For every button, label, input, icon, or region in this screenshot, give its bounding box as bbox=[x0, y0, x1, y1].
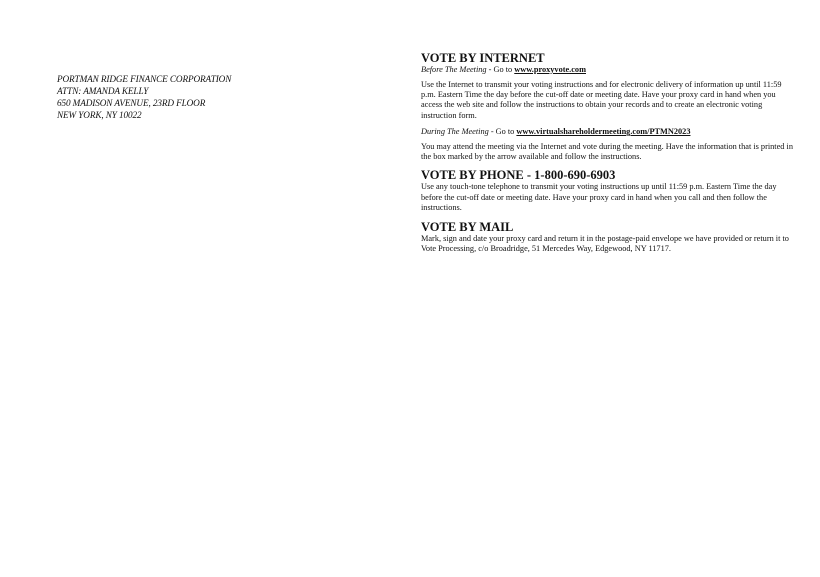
address-line-attn: ATTN: AMANDA KELLY bbox=[57, 86, 149, 96]
during-meeting-label: During The Meeting bbox=[421, 127, 489, 137]
address-line-company: PORTMAN RIDGE FINANCE CORPORATION bbox=[57, 74, 232, 84]
section-internet bbox=[421, 51, 793, 162]
section-phone bbox=[421, 168, 793, 213]
mail-text: Mark, sign and date your proxy card and return it in the postage-paid envelope we have provided or return it to Vote Processing, c/o Broadridge, 51 Mercedes Way, Edgewood, NY 11717. bbox=[421, 233, 789, 254]
section-mail bbox=[421, 220, 793, 255]
proxyvote-link[interactable]: www.proxyvote.com bbox=[514, 65, 586, 74]
voting-instructions bbox=[421, 51, 793, 260]
phone-title: VOTE BY PHONE - 1-800-690-6903 bbox=[421, 168, 616, 183]
during-meeting-line bbox=[421, 127, 793, 138]
address-line-street: 650 MADISON AVENUE, 23RD FLOOR bbox=[57, 98, 206, 108]
mailing-address bbox=[57, 73, 231, 121]
before-meeting-line bbox=[421, 65, 793, 76]
internet-title: VOTE BY INTERNET bbox=[421, 51, 545, 65]
during-meeting-separator: - Go to bbox=[488, 127, 517, 137]
mail-title: VOTE BY MAIL bbox=[421, 219, 514, 234]
virtual-meeting-link[interactable]: www.virtualshareholdermeeting.com/PTMN2023 bbox=[516, 127, 691, 137]
before-meeting-text: Use the Internet to transmit your voting instructions and for electronic delivery of information up until 11:59 p.m. Eastern Time the day before the cut-off date or meeting date. Have your proxy card in hand when you access the web site and follow the instructions to obtain your records and to create an electronic voting instruction form. bbox=[421, 79, 782, 120]
before-meeting-separator: - Go to bbox=[486, 65, 515, 74]
phone-text: Use any touch-tone telephone to transmit your voting instructions up until 11:59 p.m. Eastern Time the day before the cut-off date or meeting date. Have your proxy card in hand when you call and then follow the instructions. bbox=[421, 182, 777, 213]
address-line-city: NEW YORK, NY 10022 bbox=[57, 110, 142, 120]
before-meeting-label: Before The Meeting bbox=[421, 65, 487, 74]
during-meeting-text: You may attend the meeting via the Internet and vote during the meeting. Have the information that is printed in the box marked by the arrow available and follow the instructions. bbox=[421, 141, 793, 162]
